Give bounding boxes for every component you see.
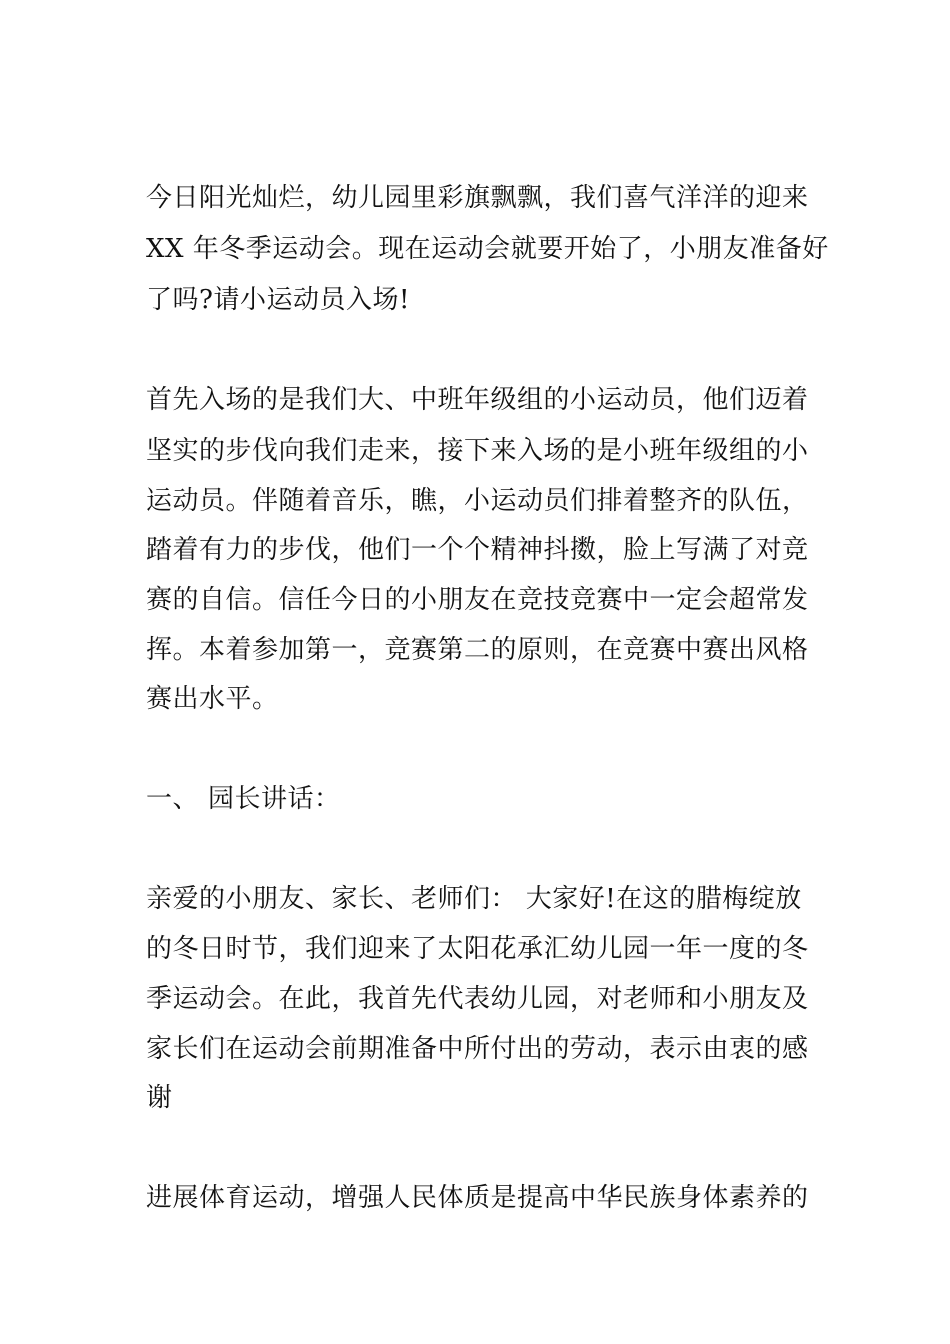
- paragraph-1-line-3: 了吗?请小运动员入场!: [146, 285, 410, 315]
- section-heading-number: 一、: [146, 784, 200, 814]
- paragraph-5-line-1: 进展体育运动，增强人民体质是提高中华民族身体素养的: [146, 1183, 809, 1213]
- paragraph-2-line-6: 挥。本着参加第一，竞赛第二的原则，在竞赛中赛出风格: [146, 635, 809, 665]
- paragraph-4-line-2: 的冬日时节，我们迎来了太阳花承汇幼儿园一年一度的冬: [146, 934, 809, 964]
- paragraph-4-line-1: 亲爱的小朋友、家长、老师们： 大家好!在这的腊梅绽放: [146, 884, 802, 914]
- paragraph-4-line-3: 季运动会。在此，我首先代表幼儿园，对老师和小朋友及: [146, 984, 809, 1014]
- paragraph-4-line-5: 谢: [146, 1083, 173, 1113]
- paragraph-2-line-4: 踏着有力的步伐，他们一个个精神抖擞，脸上写满了对竞: [146, 535, 809, 565]
- paragraph-1-line-1: 今日阳光灿烂，幼儿园里彩旗飘飘，我们喜气洋洋的迎来: [146, 183, 809, 213]
- section-heading: [146, 782, 826, 816]
- paragraph-2-line-3: 运动员。伴随着音乐，瞧，小运动员们排着整齐的队伍，: [146, 486, 809, 516]
- paragraph-2-line-5: 赛的自信。信任今日的小朋友在竞技竞赛中一定会超常发: [146, 585, 809, 615]
- section-heading-text: 园长讲话：: [208, 784, 341, 814]
- paragraph-2-line-2: 坚实的步伐向我们走来，接下来入场的是小班年级组的小: [146, 436, 809, 466]
- paragraph-2-line-7: 赛出水平。: [146, 684, 279, 714]
- paragraph-1-line-2: XX 年冬季运动会。现在运动会就要开始了，小朋友准备好: [146, 234, 829, 264]
- paragraph-4-line-4: 家长们在运动会前期准备中所付出的劳动，表示由衷的感: [146, 1034, 809, 1064]
- paragraph-2-line-1: 首先入场的是我们大、中班年级组的小运动员，他们迈着: [146, 385, 809, 415]
